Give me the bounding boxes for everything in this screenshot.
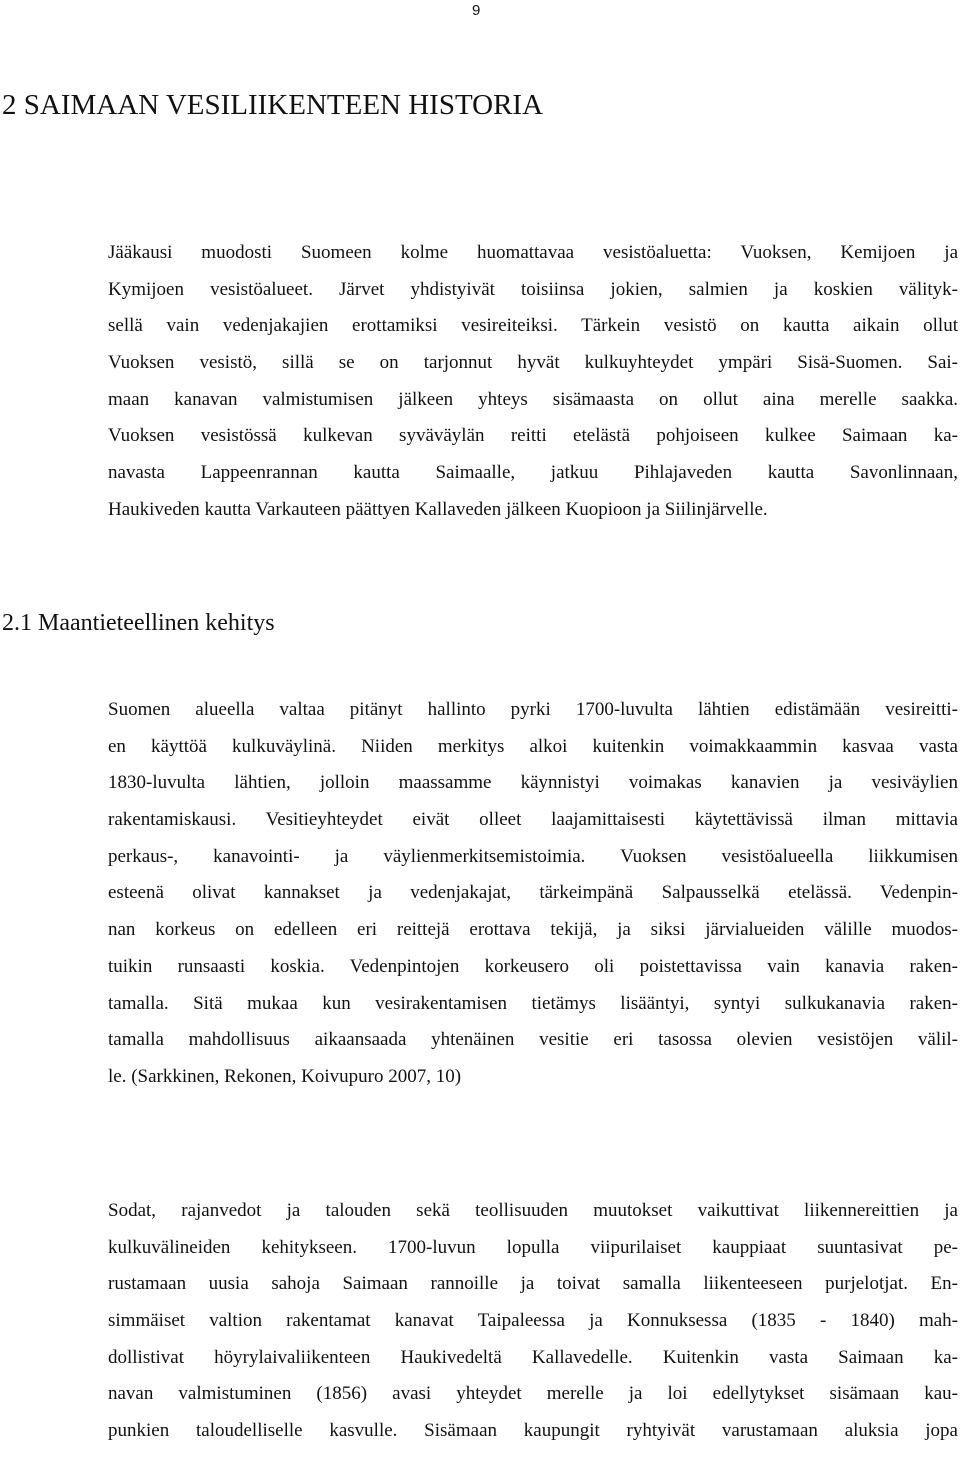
paragraph-line: rakentamiskausi. Vesitieyhteydet eivät olleet laajamittaisesti käytettävissä ilman mittavia — [108, 809, 958, 831]
paragraph-line: dollistivat höyrylaivaliikenteen Haukivedeltä Kallavedelle. Kuitenkin vasta Saimaan ka- — [108, 1346, 958, 1368]
paragraph-line: rustamaan uusia sahoja Saimaan rannoille ja toivat samalla liikenteeseen purjelotjat. En- — [108, 1273, 958, 1295]
paragraph-line: sellä vain vedenjakajien erottamiksi vesireiteiksi. Tärkein vesistö on kautta aikain ollut — [108, 315, 958, 337]
paragraph-line: Kymijoen vesistöalueet. Järvet yhdistyivät toisiinsa jokien, salmien ja koskien välityk- — [108, 278, 958, 300]
paragraph-line: Jääkausi muodosti Suomeen kolme huomattavaa vesistöaluetta: Vuoksen, Kemijoen ja — [108, 242, 958, 263]
paragraph-line: navan valmistuminen (1856) avasi yhteydet merelle ja loi edellytykset sisämaan kau- — [108, 1383, 958, 1405]
page-number: 9 — [472, 2, 481, 19]
paragraph-line: Vuoksen vesistössä kulkevan syväväylän reitti etelästä pohjoiseen kulkee Saimaan ka- — [108, 425, 958, 447]
paragraph-line: navasta Lappeenrannan kautta Saimaalle, jatkuu Pihlajaveden kautta Savonlinnaan, — [108, 462, 958, 484]
paragraph-line: maan kanavan valmistumisen jälkeen yhteys sisämaasta on ollut aina merelle saakka. — [108, 388, 958, 410]
paragraph-line: perkaus-, kanavointi- ja väylienmerkitsemistoimia. Vuoksen vesistöalueella liikkumisen — [108, 845, 958, 867]
paragraph-historical-changes — [108, 1193, 958, 1450]
paragraph-line: esteenä olivat kannakset ja vedenjakajat, tärkeimpänä Salpausselkä etelässä. Vedenpin- — [108, 882, 958, 904]
chapter-title: 2 SAIMAAN VESILIIKENTEEN HISTORIA — [2, 89, 544, 121]
paragraph-line: nan korkeus on edelleen eri reittejä erottava tekijä, ja siksi järvialueiden välille muodos- — [108, 919, 958, 941]
paragraph-line: Suomen alueella valtaa pitänyt hallinto pyrki 1700-luvulta lähtien edistämään vesireitti- — [108, 699, 958, 720]
paragraph-saimaa-waterways — [108, 235, 958, 529]
paragraph-line: 1830-luvulta lähtien, jolloin maassamme käynnistyi voimakas kanavien ja vesiväylien — [108, 772, 958, 794]
paragraph-line: Sodat, rajanvedot ja talouden sekä teollisuuden muutokset vaikuttivat liikennereittien ja — [108, 1200, 958, 1221]
paragraph-line: simmäiset valtion rakentamat kanavat Taipaleessa ja Konnuksessa (1835 - 1840) mah- — [108, 1310, 958, 1332]
paragraph-line: punkien taloudelliselle kasvulle. Sisämaan kaupungit ryhtyivät varustamaan aluksia jopa — [108, 1420, 958, 1442]
paragraph-line: tuikin runsaasti koskia. Vedenpintojen korkeusero oli poistettavissa vain kanavia raken- — [108, 955, 958, 977]
paragraph-line: Vuoksen vesistö, sillä se on tarjonnut hyvät kulkuyhteydet ympäri Sisä-Suomen. Sai- — [108, 352, 958, 374]
section-title: 2.1 Maantieteellinen kehitys — [2, 610, 275, 636]
paragraph-line: tamalla mahdollisuus aikaansaada yhtenäinen vesitie eri tasossa olevien vesistöjen välil- — [108, 1029, 958, 1051]
paragraph-line: tamalla. Sitä mukaa kun vesirakentamisen tietämys lisääntyi, syntyi sulkukanavia raken- — [108, 992, 958, 1014]
paragraph-line: Haukiveden kautta Varkauteen päättyen Kallaveden jälkeen Kuopioon ja Siilinjärvelle. — [108, 498, 768, 520]
paragraph-line: kulkuvälineiden kehitykseen. 1700-luvun lopulla viipurilaiset kauppiaat suuntasivat pe- — [108, 1236, 958, 1258]
paragraph-line: en käyttöä kulkuväylinä. Niiden merkitys alkoi kuitenkin voimakkaammin kasvaa vasta — [108, 735, 958, 757]
paragraph-geographic-development — [108, 692, 958, 1096]
paragraph-line: le. (Sarkkinen, Rekonen, Koivupuro 2007, 10) — [108, 1065, 462, 1087]
